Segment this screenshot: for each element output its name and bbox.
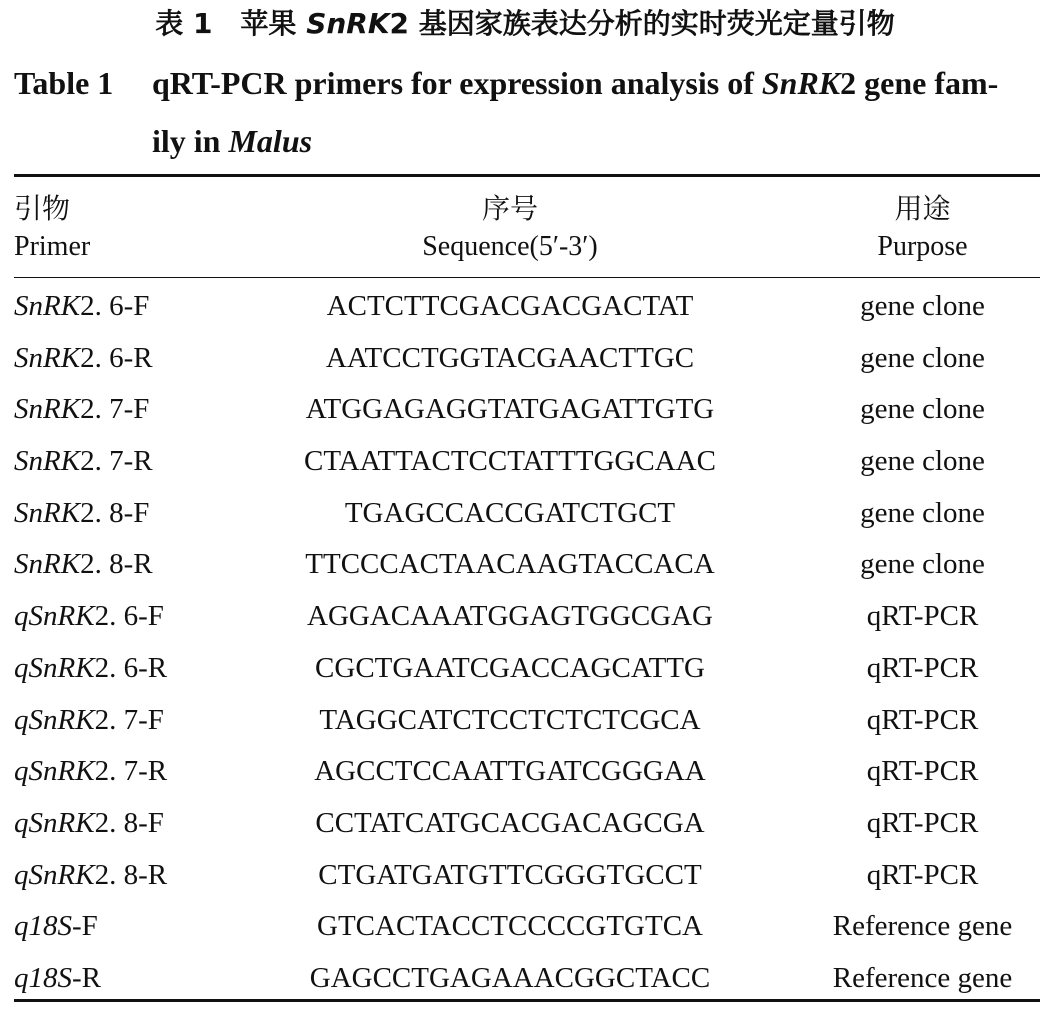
- sequence-cell: ATGGAGAGGTATGAGATTGTG: [305, 393, 715, 426]
- header-sequence: [230, 190, 790, 270]
- primer-gene: SnRK: [14, 393, 81, 426]
- table-body: [0, 282, 1050, 1006]
- purpose-cell: gene clone: [860, 341, 985, 374]
- table-row: [0, 489, 1050, 541]
- purpose-cell: gene clone: [860, 445, 985, 478]
- primer-cell: [14, 799, 244, 847]
- sequence-cell: ACTCTTCGACGACGACTAT: [326, 290, 694, 322]
- title-en-line1: [152, 60, 998, 106]
- title-cn-prefix: 表 1 苹果: [155, 7, 307, 40]
- purpose-cell: Reference gene: [832, 910, 1013, 943]
- table-header-rule: [14, 277, 1040, 278]
- primer-cell: [14, 902, 244, 950]
- table-row: [0, 334, 1050, 386]
- header-primer-cn: 引物: [14, 192, 71, 225]
- primer-prefix: q: [14, 703, 29, 736]
- header-purpose-cn: 用途: [894, 192, 951, 225]
- primer-gene: SnRK: [28, 651, 95, 684]
- primer-cell: [14, 385, 244, 433]
- purpose-cell: gene clone: [860, 393, 985, 426]
- table-row: [0, 902, 1050, 954]
- primer-suffix: 2. 8-R: [94, 858, 168, 891]
- primer-cell: [14, 592, 244, 640]
- purpose-cell: Reference gene: [832, 961, 1013, 994]
- title-en-line2: [152, 118, 312, 164]
- sequence-cell: CTGATGATGTTCGGGTGCCT: [318, 858, 702, 891]
- title-cn-gene-num: 2: [389, 7, 410, 40]
- primer-suffix: 2. 8-R: [80, 548, 153, 581]
- header-primer: [14, 190, 234, 270]
- primer-gene: SnRK: [14, 341, 81, 374]
- purpose-cell: qRT-PCR: [866, 651, 979, 684]
- primer-prefix: q: [14, 651, 29, 684]
- primer-prefix: q: [14, 755, 29, 788]
- table-row: [0, 437, 1050, 489]
- sequence-cell: TTCCCACTAACAAGTACCACA: [305, 548, 715, 581]
- primer-prefix: q: [14, 858, 29, 891]
- table-row: [0, 799, 1050, 851]
- table-row: [0, 696, 1050, 748]
- table-row: [0, 747, 1050, 799]
- primer-gene: SnRK: [28, 755, 95, 788]
- table-row: [0, 540, 1050, 592]
- title-en-line2-prefix: ily in: [152, 123, 229, 159]
- primer-gene: SnRK: [28, 806, 95, 839]
- primer-cell: [14, 334, 244, 382]
- primer-prefix: q18: [14, 961, 58, 994]
- primer-gene: S: [57, 961, 72, 994]
- purpose-cell: qRT-PCR: [866, 703, 979, 736]
- table-top-rule: [14, 174, 1040, 177]
- primer-cell: [14, 851, 244, 899]
- sequence-cell: AGGACAAATGGAGTGGCGAG: [307, 600, 713, 633]
- purpose-cell: qRT-PCR: [866, 806, 979, 839]
- title-en-line1-suffix: 2 gene fam-: [840, 65, 999, 101]
- table-row: [0, 954, 1050, 1006]
- title-en-line1-gene: SnRK: [761, 65, 841, 101]
- primer-gene: SnRK: [14, 548, 81, 581]
- primer-gene: SnRK: [14, 496, 81, 529]
- primer-gene: S: [57, 910, 72, 943]
- table-label: Table 1: [14, 65, 114, 101]
- title-cn-gene: SnRK: [306, 7, 390, 40]
- primer-suffix: -R: [72, 961, 101, 994]
- primer-suffix: 2. 7-F: [94, 703, 164, 736]
- table-row: [0, 592, 1050, 644]
- header-purpose-en: Purpose: [877, 231, 968, 262]
- header-sequence-cn: 序号: [481, 192, 538, 225]
- table-bottom-rule: [14, 999, 1040, 1002]
- primer-cell: [14, 696, 244, 744]
- sequence-cell: TGAGCCACCGATCTGCT: [344, 496, 676, 529]
- purpose-cell: qRT-PCR: [866, 755, 979, 788]
- sequence-cell: CTAATTACTCCTATTTGGCAAC: [304, 445, 716, 478]
- sequence-cell: CGCTGAATCGACCAGCATTG: [315, 651, 705, 684]
- purpose-cell: gene clone: [860, 290, 985, 322]
- primer-prefix: q: [14, 600, 29, 633]
- title-en-line2-genus: Malus: [228, 123, 313, 159]
- header-purpose: [800, 190, 1045, 270]
- sequence-cell: CCTATCATGCACGACAGCGA: [315, 806, 705, 839]
- table-row: [0, 851, 1050, 903]
- primer-gene: SnRK: [14, 445, 81, 478]
- primer-cell: [14, 282, 244, 330]
- primer-cell: [14, 954, 244, 1002]
- sequence-cell: GAGCCTGAGAAACGGCTACC: [309, 961, 711, 994]
- primer-gene: SnRK: [28, 600, 95, 633]
- header-sequence-en: Sequence(5′-3′): [422, 231, 598, 262]
- purpose-cell: qRT-PCR: [866, 858, 979, 891]
- primer-suffix: 2. 8-F: [94, 806, 164, 839]
- primer-cell: [14, 489, 244, 537]
- sequence-cell: AATCCTGGTACGAACTTGC: [325, 341, 695, 374]
- primer-suffix: 2. 7-R: [80, 445, 153, 478]
- primer-prefix: q18: [14, 910, 58, 943]
- table-row: [0, 385, 1050, 437]
- primer-suffix: -F: [72, 910, 98, 943]
- primer-prefix: q: [14, 806, 29, 839]
- primer-suffix: 2. 7-R: [94, 755, 168, 788]
- title-en-line1-prefix: qRT-PCR primers for expression analysis of: [152, 65, 762, 101]
- primer-suffix: 2. 6-R: [94, 651, 168, 684]
- primer-gene: SnRK: [14, 290, 81, 322]
- primer-cell: [14, 540, 244, 588]
- sequence-cell: AGCCTCCAATTGATCGGGAA: [314, 755, 706, 788]
- purpose-cell: qRT-PCR: [866, 600, 979, 633]
- primer-cell: [14, 747, 244, 795]
- purpose-cell: gene clone: [860, 496, 985, 529]
- sequence-cell: GTCACTACCTCCCCGTGTCA: [317, 910, 703, 943]
- sequence-cell: TAGGCATCTCCTCTCTCGCA: [319, 703, 701, 736]
- primer-gene: SnRK: [28, 703, 95, 736]
- table-row: [0, 644, 1050, 696]
- primer-suffix: 2. 7-F: [80, 393, 150, 426]
- primer-gene: SnRK: [28, 858, 95, 891]
- primer-suffix: 2. 6-F: [80, 290, 150, 322]
- table-row: [0, 282, 1050, 334]
- primer-cell: [14, 644, 244, 692]
- primer-suffix: 2. 6-R: [80, 341, 153, 374]
- header-primer-en: Primer: [14, 231, 91, 262]
- primer-suffix: 2. 6-F: [94, 600, 164, 633]
- primer-cell: [14, 437, 244, 485]
- primer-suffix: 2. 8-F: [80, 496, 150, 529]
- table-title-chinese: [0, 2, 1050, 46]
- purpose-cell: gene clone: [860, 548, 985, 581]
- title-cn-suffix: 基因家族表达分析的实时荧光定量引物: [409, 7, 895, 40]
